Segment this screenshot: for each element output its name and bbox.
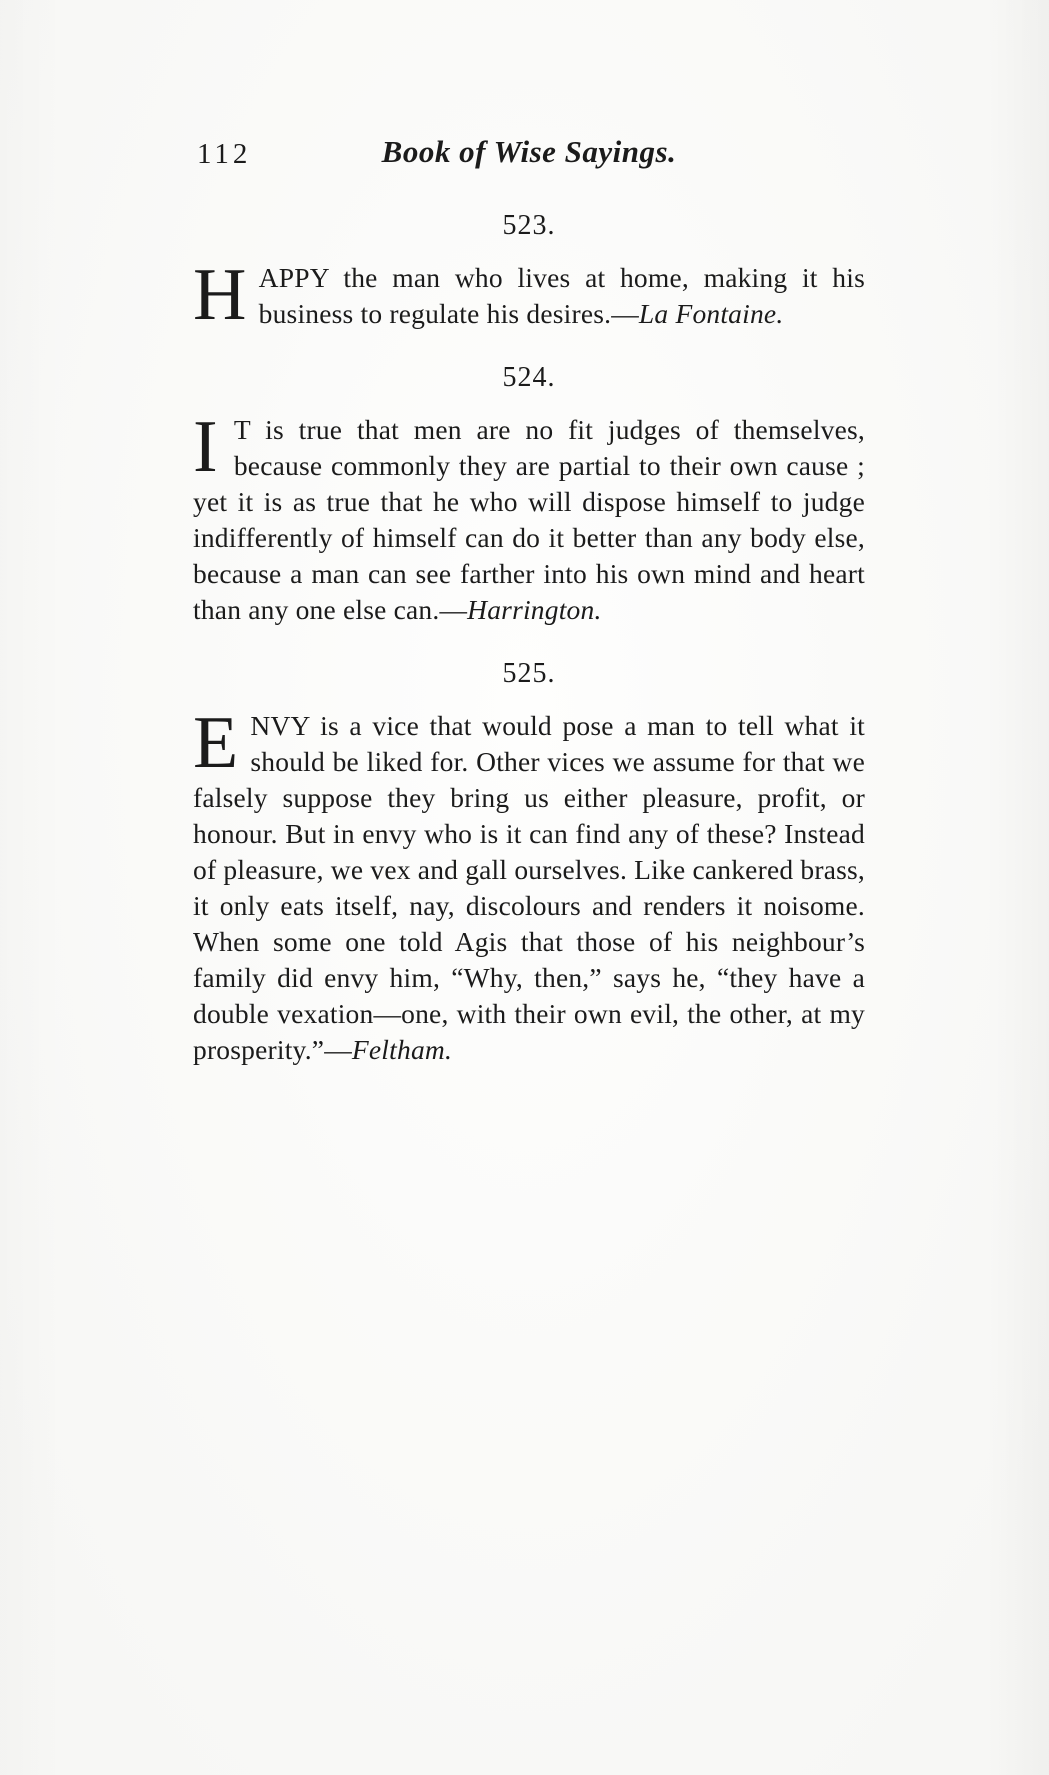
dropcap: H — [193, 254, 247, 336]
entry-number: 525. — [502, 658, 556, 689]
entry-number: 523. — [502, 210, 556, 241]
attribution: Feltham. — [351, 1034, 453, 1065]
entry-body: APPY the man who lives at home, making it his business to regulate his desires.— — [258, 262, 865, 329]
entry-body: NVY is a vice that would pose a man to tell what it should be liked for. Other vices we assume for that we falsely suppose they bring us either pleasure, profit, or honour. But in envy who is it can find any of these? Instead of pleasure, we vex and gall ourselves. Like cankered brass, it only eats itself, nay, discolours and renders it noisome. When some one told Agis that those of his neighbour’s family did envy him, “Why, then,” says he, “they have a double vexation—one, with their own evil, the other, at my prosperity.”— — [193, 710, 865, 1065]
dropcap: I — [193, 406, 218, 488]
entry-number: 524. — [502, 362, 556, 393]
page-number: 112 — [197, 138, 252, 170]
book-title: Book of Wise Sayings. — [381, 134, 677, 169]
page-header — [193, 134, 865, 180]
entry-525 — [193, 658, 865, 1068]
entry-text — [193, 702, 865, 1068]
attribution: Harrington. — [467, 594, 602, 625]
entry-523 — [193, 210, 865, 336]
attribution: La Fontaine. — [638, 298, 784, 329]
book-page — [193, 134, 865, 1068]
entry-524 — [193, 362, 865, 628]
entry-text — [193, 254, 865, 336]
entry-body: T is true that men are no fit judges of themselves, because commonly they are partial to their own cause ; yet it is as true that he who will dispose himself to judge indifferently of himself can do it better than any body else, because a man can see farther into his own mind and heart than any one else can.— — [193, 414, 865, 625]
entry-text — [193, 406, 865, 628]
dropcap: E — [193, 702, 239, 784]
